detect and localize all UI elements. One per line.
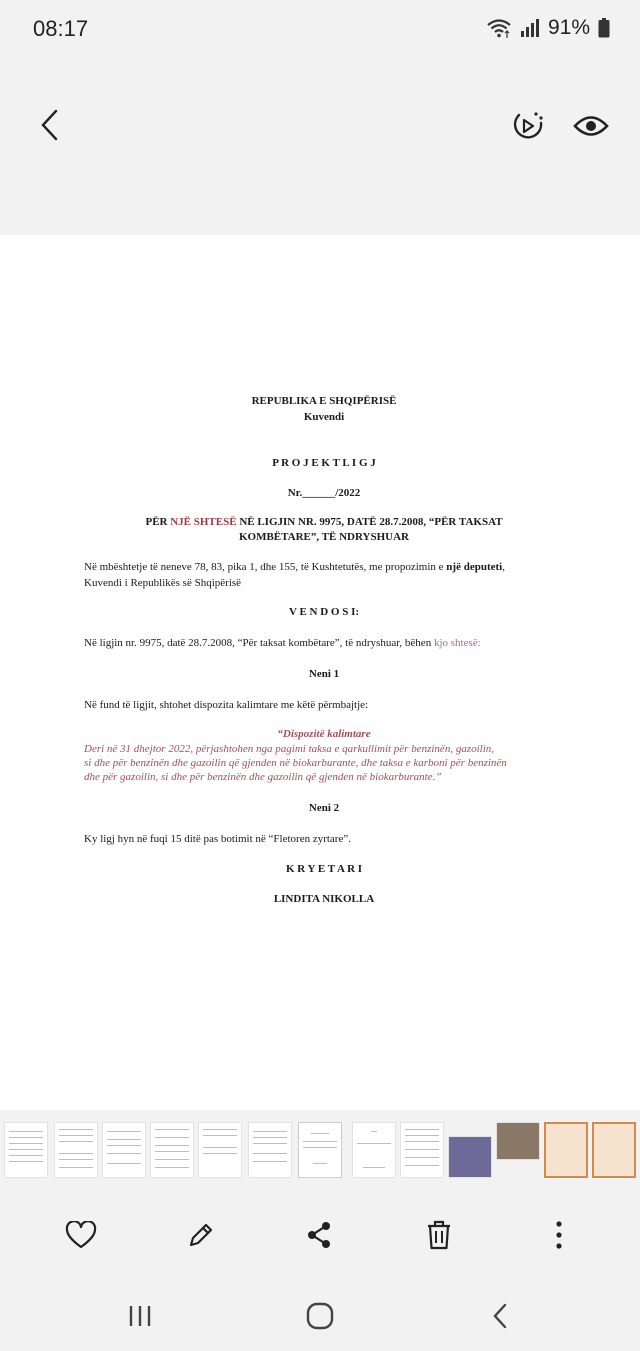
more-options-button[interactable] <box>538 1214 580 1256</box>
article-1-text: Në fund të ligjit, shtohet dispozita kalimtare me këtë përmbajtje: <box>84 699 369 711</box>
doc-header-republic: REPUBLIKA E SHQIPËRISË <box>251 395 397 407</box>
action-bar <box>0 1200 640 1270</box>
viewer-toolbar <box>0 90 640 160</box>
delete-button[interactable] <box>418 1214 460 1256</box>
article-1-heading: Neni 1 <box>308 668 340 680</box>
thumbnail[interactable] <box>198 1122 242 1178</box>
home-button[interactable] <box>300 1298 340 1334</box>
status-icons <box>486 16 610 40</box>
doc-preamble-line2: Kuvendi i Republikës së Shqipërisë <box>84 577 242 589</box>
thumbnail[interactable] <box>352 1122 396 1178</box>
chair-title: K R Y E T A R I <box>285 863 363 875</box>
motion-photo-button[interactable] <box>507 105 549 147</box>
transitional-line-3: dhe për gazoilin, si dhe për benzinën dhe gazoilin që gjenden në biokarburante.” <box>84 771 442 783</box>
doc-title: PËR NJË SHTESË NË LIGJIN NR. 9975, DATË 28.7.2008, “PËR TAKSAT <box>145 516 503 528</box>
motion-photo-icon <box>511 109 545 143</box>
edit-button[interactable] <box>180 1214 222 1256</box>
home-icon <box>306 1302 334 1330</box>
pencil-icon <box>186 1220 216 1250</box>
doc-title-line2: KOMBËTARE”, TË NDRYSHUAR <box>238 531 410 543</box>
view-button[interactable] <box>570 105 612 147</box>
thumbnail[interactable] <box>102 1122 146 1178</box>
doc-preamble: Në mbështetje të neneve 78, 83, pika 1, dhe 155, të Kushtetutës, me propozimin e një deputeti, <box>84 561 505 573</box>
signal-icon <box>520 18 540 38</box>
thumbnail-photo[interactable] <box>496 1122 540 1160</box>
document-image <box>0 235 640 1110</box>
thumbnail[interactable] <box>544 1122 588 1178</box>
doc-header-parliament: Kuvendi <box>303 411 345 423</box>
transitional-title: “Dispozitë kalimtare <box>277 728 371 740</box>
system-back-button[interactable] <box>480 1298 520 1334</box>
transitional-line-2: si dhe për benzinën dhe gazoilin që gjenden në biokarburante, dhe taksa e karboni për benzinën <box>84 757 507 769</box>
thumbnail-photo[interactable] <box>448 1136 492 1178</box>
thumbnail[interactable] <box>150 1122 194 1178</box>
wifi-icon <box>486 17 512 39</box>
share-icon <box>305 1220 333 1250</box>
system-nav-bar <box>0 1282 640 1351</box>
more-vertical-icon <box>555 1220 563 1250</box>
back-arrow-icon <box>40 109 60 141</box>
doc-number: Nr.______/2022 <box>287 487 361 499</box>
chair-name: LINDITA NIKOLLA <box>273 893 375 905</box>
back-icon <box>491 1303 509 1329</box>
thumbnail[interactable] <box>400 1122 444 1178</box>
battery-percent: 91% <box>547 16 590 39</box>
favorite-button[interactable] <box>60 1214 102 1256</box>
intro-highlight: kjo shtesë: <box>433 637 481 649</box>
doc-type: P R O J E K T L I G J <box>272 457 376 469</box>
share-button[interactable] <box>298 1214 340 1256</box>
trash-icon <box>425 1219 453 1251</box>
thumbnail[interactable] <box>4 1122 48 1178</box>
back-button[interactable] <box>30 105 70 145</box>
article-2-heading: Neni 2 <box>308 802 340 814</box>
eye-icon <box>573 113 609 139</box>
status-time: 08:17 <box>33 16 89 41</box>
heart-icon <box>65 1221 97 1249</box>
title-highlight: NJË SHTESË <box>170 516 237 528</box>
thumbnail[interactable] <box>54 1122 98 1178</box>
recent-apps-icon <box>127 1304 153 1328</box>
article-2-text: Ky ligj hyn në fuqi 15 ditë pas botimit në “Fletoren zyrtare”. <box>84 833 351 845</box>
doc-intro: Në ligjin nr. 9975, datë 28.7.2008, “Për taksat kombëtare”, të ndryshuar, bëhen kjo shtesë: <box>84 637 481 649</box>
doc-decides: V E N D O S I: <box>288 606 360 618</box>
thumbnail[interactable] <box>298 1122 342 1178</box>
thumbnail[interactable] <box>592 1122 636 1178</box>
thumbnail[interactable] <box>248 1122 292 1178</box>
battery-icon <box>598 18 610 38</box>
status-bar <box>0 0 640 60</box>
thumbnail-strip[interactable] <box>0 1118 640 1182</box>
recent-apps-button[interactable] <box>120 1298 160 1334</box>
transitional-line-1: Deri në 31 dhejtor 2022, përjashtohen nga pagimi taksa e qarkullimit për benzinën, gazoilin, <box>84 743 495 755</box>
